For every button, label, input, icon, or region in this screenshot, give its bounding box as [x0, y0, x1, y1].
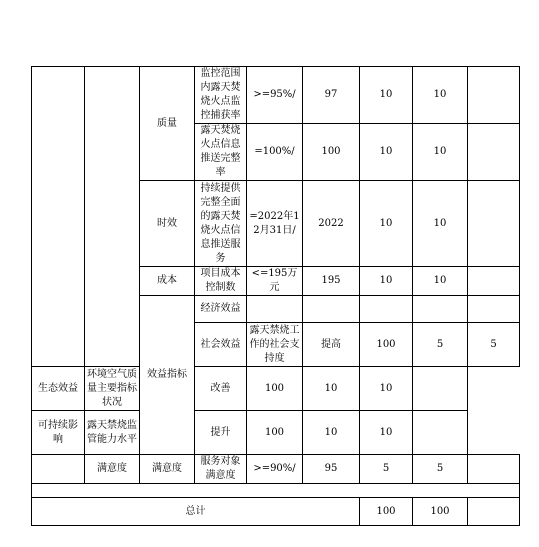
blank-cell	[413, 411, 468, 455]
weight-cell: 5	[360, 455, 413, 484]
table-row	[32, 67, 520, 124]
weight-cell: 10	[360, 181, 413, 267]
blank-cell	[85, 67, 140, 367]
weight-cell	[413, 296, 468, 323]
indicator-cell	[247, 296, 303, 323]
target-cell	[303, 296, 360, 323]
level2-cell: 经济效益	[195, 296, 247, 323]
indicator-cell: 露天禁烧监管能力水平	[85, 411, 140, 455]
weight-cell: 5	[413, 323, 468, 367]
level1-cell: 效益指标	[140, 296, 195, 455]
blank-cell	[413, 367, 468, 411]
actual-cell: 100	[303, 124, 360, 181]
score-cell: 10	[413, 267, 468, 296]
score-cell: 10	[413, 67, 468, 124]
weight-cell: 10	[303, 411, 360, 455]
score-cell: 10	[413, 181, 468, 267]
indicator-cell: 项目成本控制数	[195, 267, 247, 296]
actual-cell: 100	[247, 411, 303, 455]
score-cell	[468, 296, 520, 323]
blank-row-cell	[32, 484, 520, 498]
total-label: 总计	[32, 498, 360, 526]
indicator-cell: 服务对象满意度	[195, 455, 247, 484]
level2-cell: 可持续影响	[32, 411, 85, 455]
blank-cell	[468, 267, 520, 296]
weight-cell: 10	[360, 124, 413, 181]
blank-cell	[468, 67, 520, 124]
level2-cell: 质量	[140, 67, 195, 181]
blank-cell	[468, 124, 520, 181]
score-cell: 10	[413, 124, 468, 181]
level2-cell: 成本	[140, 267, 195, 296]
score-cell: 5	[413, 455, 468, 484]
total-score: 100	[413, 498, 468, 526]
actual-cell: 100	[360, 323, 413, 367]
target-cell: 提升	[195, 411, 247, 455]
table-row	[32, 455, 520, 484]
target-cell: =100%/	[247, 124, 303, 181]
target-cell: 提高	[303, 323, 360, 367]
actual-cell	[360, 296, 413, 323]
indicator-cell: 监控范围内露天焚烧火点监控捕获率	[195, 67, 247, 124]
actual-cell: 97	[303, 67, 360, 124]
level2-cell: 生态效益	[32, 367, 85, 411]
total-row	[32, 498, 520, 526]
indicator-cell: 持续提供完整全面的露天焚烧火点信息推送服务	[195, 181, 247, 267]
indicator-cell: 环境空气质量主要指标状况	[85, 367, 140, 411]
blank-cell	[468, 455, 520, 484]
score-cell: 10	[360, 367, 413, 411]
level1-cell: 满意度	[85, 455, 140, 484]
blank-cell	[32, 455, 85, 484]
weight-cell: 10	[360, 267, 413, 296]
table-row	[32, 411, 520, 455]
actual-cell: 195	[303, 267, 360, 296]
blank-cell	[468, 181, 520, 267]
actual-cell: 95	[303, 455, 360, 484]
target-cell: <=195万元	[247, 267, 303, 296]
actual-cell: 2022	[303, 181, 360, 267]
level2-cell: 社会效益	[195, 323, 247, 367]
level2-cell: 满意度	[140, 455, 195, 484]
level2-cell: 时效	[140, 181, 195, 267]
target-cell: >=95%/	[247, 67, 303, 124]
target-cell: 改善	[195, 367, 247, 411]
total-weight: 100	[360, 498, 413, 526]
weight-cell: 10	[360, 67, 413, 124]
actual-cell: 100	[247, 367, 303, 411]
weight-cell: 10	[303, 367, 360, 411]
performance-indicator-table	[31, 66, 520, 526]
blank-cell	[468, 498, 520, 526]
table-row	[32, 367, 520, 411]
indicator-cell: 露天禁烧工作的社会支持度	[247, 323, 303, 367]
score-cell: 5	[468, 323, 520, 367]
target-cell: >=90%/	[247, 455, 303, 484]
table-row	[32, 484, 520, 498]
score-cell: 10	[360, 411, 413, 455]
indicator-cell: 露天焚烧火点信息推送完整率	[195, 124, 247, 181]
blank-cell	[32, 67, 85, 367]
target-cell: =2022年12月31日/	[247, 181, 303, 267]
